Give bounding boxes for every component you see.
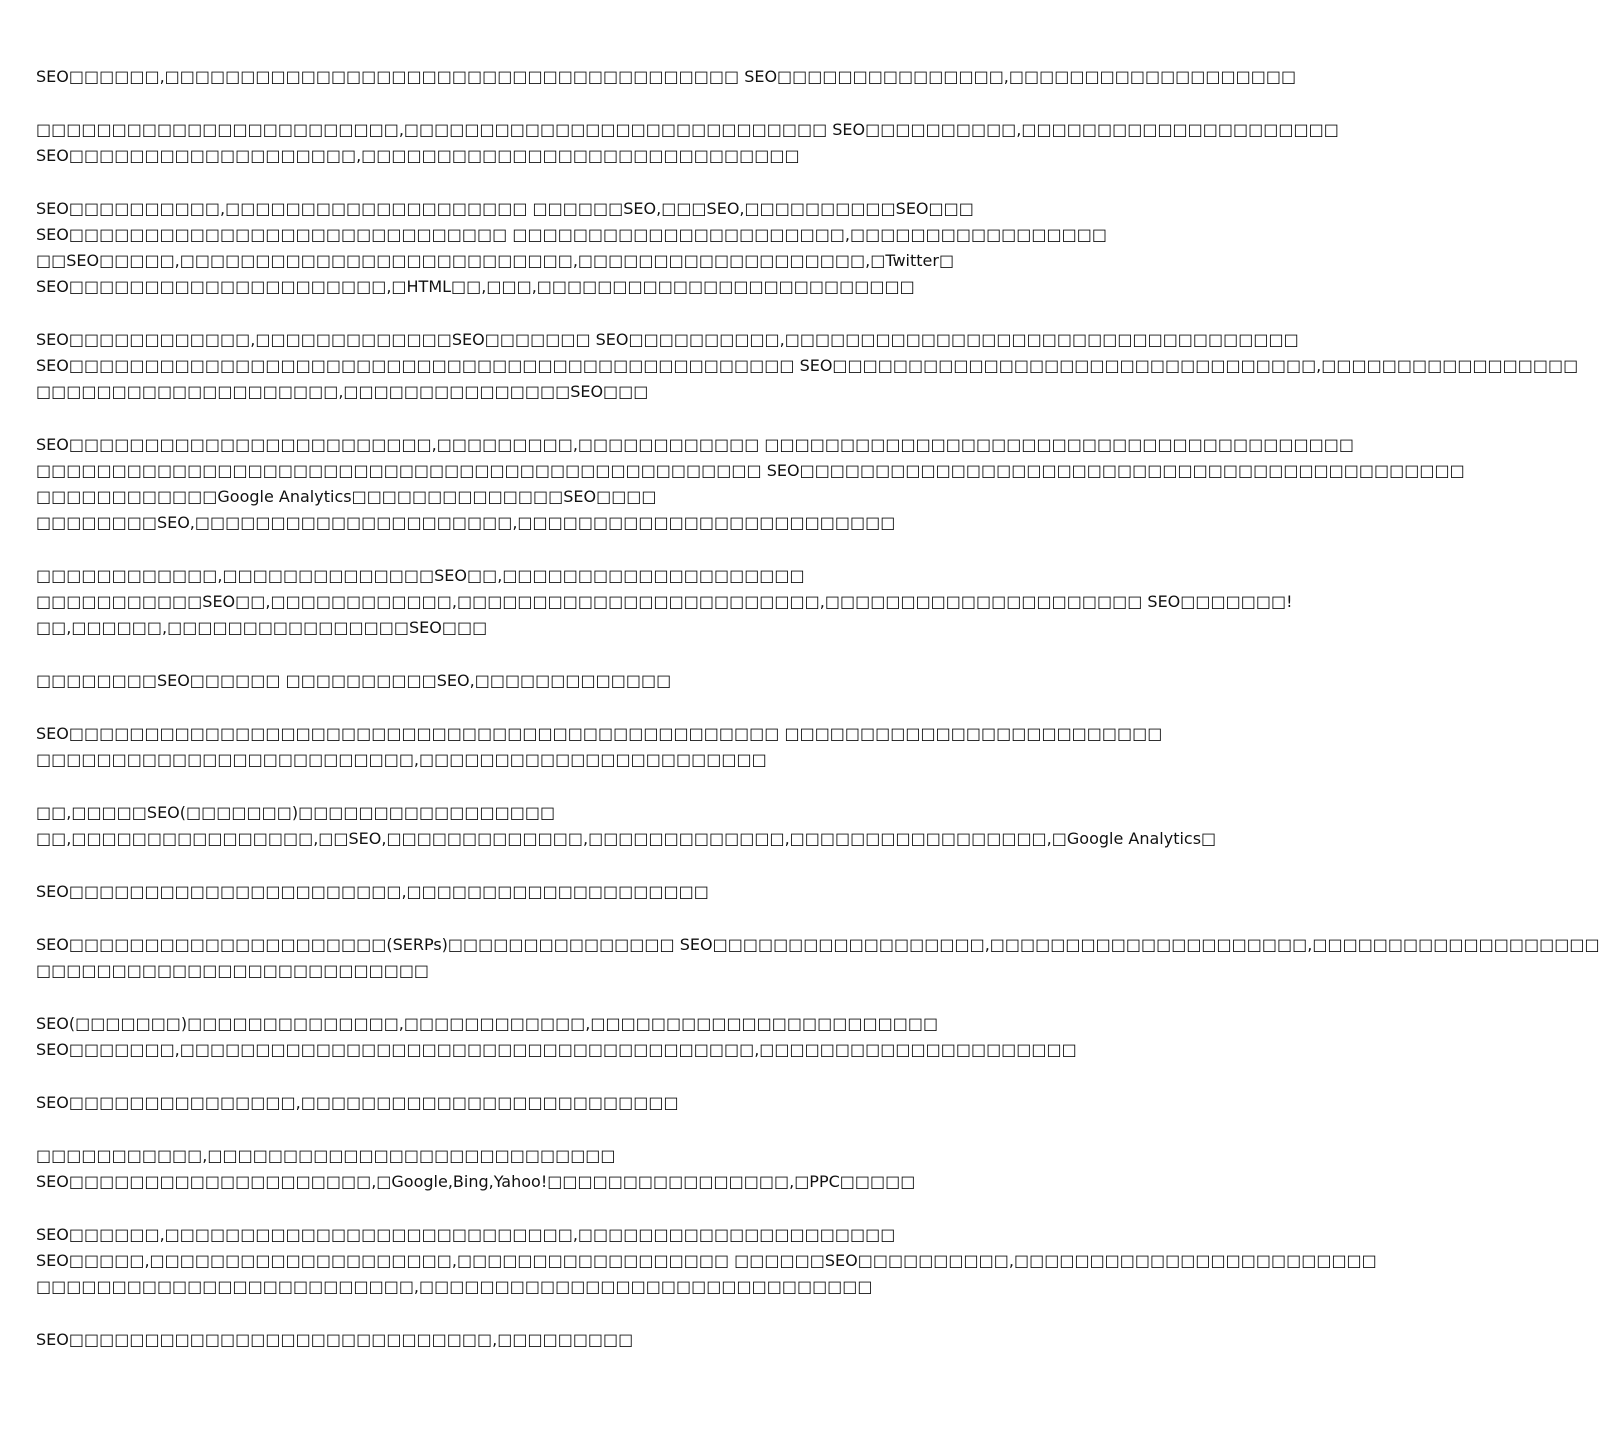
text-line: SEO□□□□□□□□□□□□□□□□□□□,□□□□□□□□□□□□□□□□□□□□□□□□□□□□□: [36, 146, 800, 165]
text-line: SEO□□□□□□□□□□□□□□□□□□□□□□□□□□□□,□□□□□□□□□: [36, 1330, 634, 1349]
text-line: SEO□□□□□□□□□□□□□□□□□□□□□□□□□□□□□□□□□□□□□□□□□□□□□□□ □□□□□□□□□□□□□□□□□□□□□□□□□: [36, 724, 1163, 743]
paragraph: [36, 1011, 1077, 1063]
paragraph: [36, 1222, 1377, 1300]
paragraph: [36, 1327, 988, 1353]
paragraph: [36, 196, 1107, 300]
text-line: □□□□□□□□□□□□□□□□□□□□□□□□□,□□□□□□□□□□□□□□□□□□□□□□□: [36, 750, 767, 769]
paragraph: [36, 327, 1579, 405]
text-line: SEO□□□□□□□□□□□□□□□□□□□□,□Google,Bing,Yahoo!□□□□□□□□□□□□□□□□,□PPC□□□□□: [36, 1172, 916, 1191]
text-line: SEO□□□□□□,□□□□□□□□□□□□□□□□□□□□□□□□□□□□□□□□□□□□□□ SEO□□□□□□□□□□□□□□□,□□□□□□□□□□□□□□□□□□□: [36, 67, 1297, 86]
text-line: □□□□□□□□□□□□□□□□□□□□□□□□□□: [36, 961, 430, 980]
text-line: □□□□□□□□□□□□□□□□□□□□,□□□□□□□□□□□□□□□SEO□□□: [36, 382, 649, 401]
text-line: □□□□□□□□□□□□Google Analytics□□□□□□□□□□□□□□SEO□□□□: [36, 487, 657, 506]
text-line: □□□□□□□□SEO,□□□□□□□□□□□□□□□□□□□□□,□□□□□□□□□□□□□□□□□□□□□□□□□: [36, 513, 896, 532]
text-line: □□□□□□□□□□□□□□□□□□□□□□□□□□□□□□□□□□□□□□□□□□□□□□□□ SEO□□□□□□□□□□□□□□□□□□□□□□□□□□□□□□□□□□□□□□□□□□□□: [36, 461, 1465, 480]
text-line: SEO□□□□□□□□□□□□,□□□□□□□□□□□□□SEO□□□□□□□ SEO□□□□□□□□□□,□□□□□□□□□□□□□□□□□□□□□□□□□□□□□□□□□□: [36, 330, 1299, 349]
text-line: SEO□□□□□,□□□□□□□□□□□□□□□□□□□□,□□□□□□□□□□□□□□□□□□ □□□□□□SEO□□□□□□□□□□,□□□□□□□□□□□□□□□□□□□□□□□□: [36, 1251, 1377, 1270]
text-line: SEO□□□□□□□□□□□□□□□□□□□□□□□□,□□□□□□□□□,□□□□□□□□□□□□ □□□□□□□□□□□□□□□□□□□□□□□□□□□□□□□□□□□□□□□: [36, 435, 1354, 454]
text-line: □□□□□□□□□□□,□□□□□□□□□□□□□□□□□□□□□□□□□□□: [36, 1146, 616, 1165]
text-line: □□□□□□□□□□□SEO□□,□□□□□□□□□□□□,□□□□□□□□□□□□□□□□□□□□□□□□,□□□□□□□□□□□□□□□□□□□□□ SEO□□□□□□□!: [36, 592, 1293, 611]
paragraph: [36, 800, 1217, 852]
paragraph: [36, 1143, 988, 1195]
paragraph: [36, 64, 1297, 90]
paragraph: [36, 668, 988, 694]
text-line: SEO□□□□□□□□□□□□□□□,□□□□□□□□□□□□□□□□□□□□□□□□□: [36, 1093, 679, 1112]
text-line: □□□□□□□□SEO□□□□□□ □□□□□□□□□□SEO,□□□□□□□□□□□□□: [36, 671, 672, 690]
text-line: SEO(□□□□□□□)□□□□□□□□□□□□□□,□□□□□□□□□□□□,□□□□□□□□□□□□□□□□□□□□□□□: [36, 1014, 939, 1033]
text-line: □□,□□□□□□□□□□□□□□□□,□□SEO,□□□□□□□□□□□□□,□□□□□□□□□□□□□,□□□□□□□□□□□□□□□□□,□Google Analytics□: [36, 829, 1217, 848]
paragraph: [36, 932, 1600, 984]
text-line: SEO□□□□□□□□□□□□□□□□□□□□□(SERPs)□□□□□□□□□□□□□□□ SEO□□□□□□□□□□□□□□□□□□,□□□□□□□□□□□□□□□□□□□□□,□□□□□□□□□□□□□□□□□□□: [36, 935, 1600, 954]
paragraph: [36, 721, 1163, 773]
text-line: SEO□□□□□□□□□□,□□□□□□□□□□□□□□□□□□□□ □□□□□□SEO,□□□SEO,□□□□□□□□□□SEO□□□: [36, 199, 974, 218]
text-line: □□,□□□□□SEO(□□□□□□□)□□□□□□□□□□□□□□□□□: [36, 803, 556, 822]
text-line: □□□□□□□□□□□□□□□□□□□□□□□□,□□□□□□□□□□□□□□□□□□□□□□□□□□□□ SEO□□□□□□□□□□,□□□□□□□□□□□□□□□□□□□□□: [36, 120, 1339, 139]
text-line: SEO□□□□□□□□□□□□□□□□□□□□□□□□□□□□□□□□□□□□□□□□□□□□□□□□ SEO□□□□□□□□□□□□□□□□□□□□□□□□□□□□□□□□,□□□□□□□□□□□□□□□□□: [36, 356, 1579, 375]
paragraph: [36, 1090, 988, 1116]
text-line: SEO□□□□□□,□□□□□□□□□□□□□□□□□□□□□□□□□□□,□□□□□□□□□□□□□□□□□□□□□: [36, 1225, 896, 1244]
text-line: □□,□□□□□□,□□□□□□□□□□□□□□□□SEO□□□: [36, 618, 488, 637]
text-line: □□□□□□□□□□□□,□□□□□□□□□□□□□□SEO□□,□□□□□□□□□□□□□□□□□□□□: [36, 566, 805, 585]
paragraph: [36, 117, 1339, 169]
paragraph: [36, 432, 1465, 536]
text-line: □□SEO□□□□□,□□□□□□□□□□□□□□□□□□□□□□□□□□,□□□□□□□□□□□□□□□□□□□,□Twitter□: [36, 251, 955, 270]
text-line: SEO□□□□□□□□□□□□□□□□□□□□□,□HTML□□,□□□,□□□□□□□□□□□□□□□□□□□□□□□□□: [36, 277, 915, 296]
paragraph: [36, 879, 988, 905]
paragraph: [36, 563, 1293, 641]
text-line: SEO□□□□□□□□□□□□□□□□□□□□□□,□□□□□□□□□□□□□□□□□□□□: [36, 882, 709, 901]
text-line: SEO□□□□□□□□□□□□□□□□□□□□□□□□□□□□□ □□□□□□□□□□□□□□□□□□□□□□,□□□□□□□□□□□□□□□□□: [36, 225, 1107, 244]
text-line: □□□□□□□□□□□□□□□□□□□□□□□□□,□□□□□□□□□□□□□□□□□□□□□□□□□□□□□□: [36, 1277, 873, 1296]
text-line: SEO□□□□□□□,□□□□□□□□□□□□□□□□□□□□□□□□□□□□□□□□□□□□□□,□□□□□□□□□□□□□□□□□□□□□: [36, 1040, 1077, 1059]
